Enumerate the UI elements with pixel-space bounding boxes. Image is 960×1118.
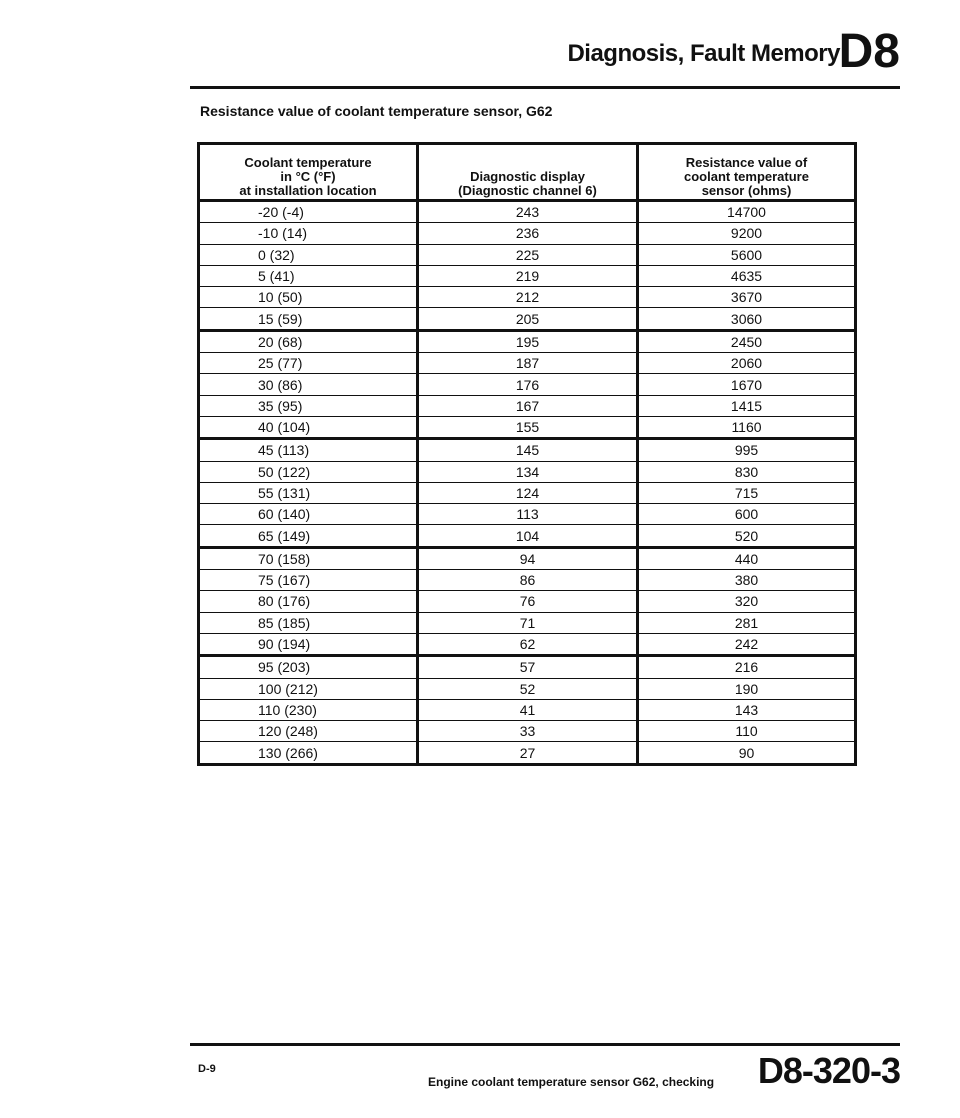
cell-diagnostic-display: 167 bbox=[418, 395, 638, 416]
cell-diagnostic-display: 236 bbox=[418, 223, 638, 244]
cell-coolant-temperature: 130 (266) bbox=[199, 742, 418, 764]
table-row bbox=[199, 504, 856, 525]
footer-divider bbox=[190, 1043, 900, 1046]
cell-resistance-ohms: 830 bbox=[638, 461, 856, 482]
cell-coolant-temperature: 55 (131) bbox=[199, 482, 418, 503]
table-body bbox=[199, 201, 856, 765]
cell-coolant-temperature: 10 (50) bbox=[199, 287, 418, 308]
cell-resistance-ohms: 2450 bbox=[638, 330, 856, 352]
cell-coolant-temperature: 0 (32) bbox=[199, 244, 418, 265]
cell-coolant-temperature: 65 (149) bbox=[199, 525, 418, 547]
cell-coolant-temperature: 110 (230) bbox=[199, 699, 418, 720]
cell-resistance-ohms: 242 bbox=[638, 633, 856, 655]
table-row bbox=[199, 612, 856, 633]
cell-diagnostic-display: 113 bbox=[418, 504, 638, 525]
footer-caption: Engine coolant temperature sensor G62, checking bbox=[428, 1075, 715, 1089]
table-row bbox=[199, 287, 856, 308]
table-row bbox=[199, 265, 856, 286]
cell-diagnostic-display: 27 bbox=[418, 742, 638, 764]
table-row bbox=[199, 353, 856, 374]
cell-coolant-temperature: 90 (194) bbox=[199, 633, 418, 655]
page-reference: D-9 bbox=[198, 1063, 216, 1075]
cell-resistance-ohms: 600 bbox=[638, 504, 856, 525]
cell-diagnostic-display: 195 bbox=[418, 330, 638, 352]
cell-coolant-temperature: 50 (122) bbox=[199, 461, 418, 482]
cell-diagnostic-display: 145 bbox=[418, 439, 638, 461]
table-row bbox=[199, 223, 856, 244]
cell-diagnostic-display: 176 bbox=[418, 374, 638, 395]
header-coolant-temperature: Coolant temperature in °C (°F) at installation location bbox=[199, 144, 418, 201]
cell-diagnostic-display: 205 bbox=[418, 308, 638, 330]
cell-resistance-ohms: 216 bbox=[638, 656, 856, 678]
cell-resistance-ohms: 320 bbox=[638, 591, 856, 612]
cell-diagnostic-display: 225 bbox=[418, 244, 638, 265]
table-row bbox=[199, 699, 856, 720]
table-row bbox=[199, 721, 856, 742]
cell-coolant-temperature: 60 (140) bbox=[199, 504, 418, 525]
cell-coolant-temperature: 30 (86) bbox=[199, 374, 418, 395]
cell-coolant-temperature: -20 (-4) bbox=[199, 201, 418, 223]
cell-resistance-ohms: 90 bbox=[638, 742, 856, 764]
section-title: Resistance value of coolant temperature sensor, G62 bbox=[200, 103, 553, 119]
header-divider bbox=[190, 86, 900, 89]
cell-coolant-temperature: 25 (77) bbox=[199, 353, 418, 374]
table-row bbox=[199, 570, 856, 591]
cell-resistance-ohms: 3060 bbox=[638, 308, 856, 330]
cell-diagnostic-display: 41 bbox=[418, 699, 638, 720]
table-row bbox=[199, 482, 856, 503]
table-row bbox=[199, 525, 856, 547]
cell-resistance-ohms: 14700 bbox=[638, 201, 856, 223]
table-row bbox=[199, 244, 856, 265]
cell-diagnostic-display: 76 bbox=[418, 591, 638, 612]
cell-diagnostic-display: 104 bbox=[418, 525, 638, 547]
cell-coolant-temperature: 95 (203) bbox=[199, 656, 418, 678]
table-row bbox=[199, 416, 856, 438]
cell-diagnostic-display: 52 bbox=[418, 678, 638, 699]
cell-resistance-ohms: 9200 bbox=[638, 223, 856, 244]
cell-resistance-ohms: 520 bbox=[638, 525, 856, 547]
table-row bbox=[199, 461, 856, 482]
page-header-title: Diagnosis, Fault Memory bbox=[567, 40, 840, 67]
table-header-row bbox=[199, 144, 856, 201]
cell-resistance-ohms: 281 bbox=[638, 612, 856, 633]
footer-code: D8-320-3 bbox=[757, 1050, 900, 1091]
cell-diagnostic-display: 62 bbox=[418, 633, 638, 655]
cell-coolant-temperature: 5 (41) bbox=[199, 265, 418, 286]
cell-coolant-temperature: 80 (176) bbox=[199, 591, 418, 612]
cell-resistance-ohms: 440 bbox=[638, 547, 856, 569]
table-row bbox=[199, 439, 856, 461]
cell-diagnostic-display: 71 bbox=[418, 612, 638, 633]
page-header-code: D8 bbox=[838, 25, 900, 78]
cell-diagnostic-display: 155 bbox=[418, 416, 638, 438]
cell-resistance-ohms: 143 bbox=[638, 699, 856, 720]
cell-resistance-ohms: 3670 bbox=[638, 287, 856, 308]
cell-resistance-ohms: 380 bbox=[638, 570, 856, 591]
cell-resistance-ohms: 1160 bbox=[638, 416, 856, 438]
cell-diagnostic-display: 243 bbox=[418, 201, 638, 223]
cell-resistance-ohms: 1415 bbox=[638, 395, 856, 416]
cell-resistance-ohms: 1670 bbox=[638, 374, 856, 395]
table-row bbox=[199, 201, 856, 223]
cell-resistance-ohms: 110 bbox=[638, 721, 856, 742]
cell-resistance-ohms: 4635 bbox=[638, 265, 856, 286]
resistance-table bbox=[197, 142, 857, 766]
table-row bbox=[199, 547, 856, 569]
header-resistance-value: Resistance value of coolant temperature sensor (ohms) bbox=[638, 144, 856, 201]
cell-diagnostic-display: 219 bbox=[418, 265, 638, 286]
cell-coolant-temperature: 70 (158) bbox=[199, 547, 418, 569]
table-row bbox=[199, 591, 856, 612]
cell-coolant-temperature: 120 (248) bbox=[199, 721, 418, 742]
table-row bbox=[199, 678, 856, 699]
table-row bbox=[199, 656, 856, 678]
cell-diagnostic-display: 86 bbox=[418, 570, 638, 591]
cell-resistance-ohms: 995 bbox=[638, 439, 856, 461]
cell-coolant-temperature: 20 (68) bbox=[199, 330, 418, 352]
cell-coolant-temperature: 35 (95) bbox=[199, 395, 418, 416]
cell-coolant-temperature: 15 (59) bbox=[199, 308, 418, 330]
cell-diagnostic-display: 134 bbox=[418, 461, 638, 482]
cell-coolant-temperature: 100 (212) bbox=[199, 678, 418, 699]
cell-coolant-temperature: 85 (185) bbox=[199, 612, 418, 633]
cell-diagnostic-display: 212 bbox=[418, 287, 638, 308]
cell-diagnostic-display: 94 bbox=[418, 547, 638, 569]
cell-diagnostic-display: 124 bbox=[418, 482, 638, 503]
cell-coolant-temperature: 75 (167) bbox=[199, 570, 418, 591]
cell-resistance-ohms: 715 bbox=[638, 482, 856, 503]
table-row bbox=[199, 308, 856, 330]
header-diagnostic-display: Diagnostic display (Diagnostic channel 6) bbox=[418, 144, 638, 201]
cell-diagnostic-display: 57 bbox=[418, 656, 638, 678]
table-row bbox=[199, 330, 856, 352]
table-row bbox=[199, 395, 856, 416]
cell-coolant-temperature: 40 (104) bbox=[199, 416, 418, 438]
cell-resistance-ohms: 2060 bbox=[638, 353, 856, 374]
cell-diagnostic-display: 187 bbox=[418, 353, 638, 374]
cell-resistance-ohms: 190 bbox=[638, 678, 856, 699]
table-row bbox=[199, 374, 856, 395]
table-row bbox=[199, 742, 856, 764]
cell-diagnostic-display: 33 bbox=[418, 721, 638, 742]
cell-coolant-temperature: 45 (113) bbox=[199, 439, 418, 461]
table-row bbox=[199, 633, 856, 655]
cell-resistance-ohms: 5600 bbox=[638, 244, 856, 265]
cell-coolant-temperature: -10 (14) bbox=[199, 223, 418, 244]
